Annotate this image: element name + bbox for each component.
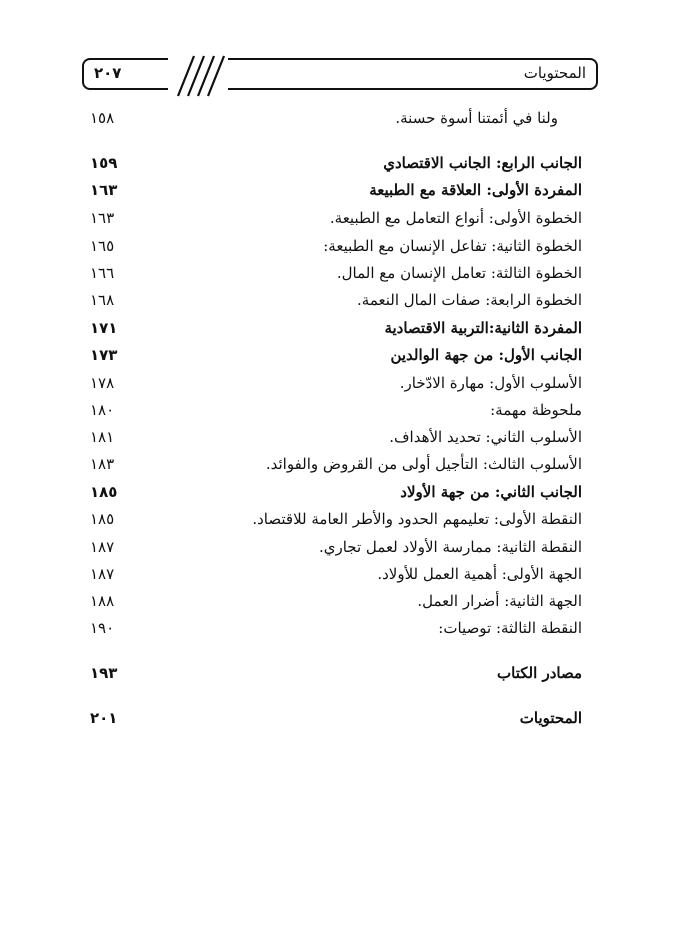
toc-entry[interactable] [90, 396, 582, 424]
toc-entry[interactable] [90, 259, 582, 287]
toc-page-number: ١٨٨ [90, 592, 115, 610]
toc-entry[interactable] [90, 450, 582, 478]
toc-entry-section[interactable] [90, 659, 582, 687]
toc-entry-label: الجهة الأولى: أهمية العمل للأولاد. [377, 565, 582, 583]
toc-entry[interactable] [90, 587, 582, 615]
toc-page-number: ١٨١ [90, 428, 115, 446]
toc-entry[interactable] [90, 232, 582, 260]
running-header [82, 58, 600, 92]
toc-page-number: ١٧٣ [90, 346, 118, 364]
toc-entry-label: الخطوة الأولى: أنواع التعامل مع الطبيعة. [329, 209, 582, 227]
toc-entry-label: النقطة الثانية: ممارسة الأولاد لعمل تجاري. [318, 538, 582, 556]
toc-entry-label: الجانب الرابع: الجانب الاقتصادي [383, 154, 582, 172]
header-page-number: ٢٠٧ [94, 64, 122, 82]
toc-entry-label: ولنا في أئمتنا أسوة حسنة. [395, 109, 558, 127]
toc-page-number: ١٥٩ [90, 154, 118, 172]
toc-page-number: ١٥٨ [90, 109, 115, 127]
toc-page-number: ٢٠١ [90, 709, 118, 727]
toc-page-number: ١٩٣ [90, 664, 118, 682]
toc-entry-label: الأسلوب الأول: مهارة الادّخار. [399, 374, 582, 392]
toc-page-number: ١٧٨ [90, 374, 115, 392]
toc-entry-label: الجانب الثاني: من جهة الأولاد [400, 483, 582, 501]
toc-entry[interactable] [90, 286, 582, 314]
toc-entry[interactable] [90, 614, 582, 642]
toc-entry-label: الأسلوب الثالث: التأجيل أولى من القروض والفوائد. [265, 455, 582, 473]
toc-entry-section[interactable] [90, 704, 582, 732]
toc-entry-subsection[interactable] [90, 314, 582, 342]
toc-page-number: ١٨٣ [90, 455, 115, 473]
toc-entry-label: الأسلوب الثاني: تحديد الأهداف. [389, 428, 582, 446]
toc-entry-subsection[interactable] [90, 341, 582, 369]
toc-page-number: ١٨٠ [90, 401, 115, 419]
toc-page-number: ١٨٥ [90, 483, 118, 501]
toc-entry[interactable] [90, 369, 582, 397]
toc-entry-label: الجهة الثانية: أضرار العمل. [417, 592, 582, 610]
header-title: المحتويات [523, 64, 586, 82]
toc-page-number: ١٦٥ [90, 237, 115, 255]
toc-entry-label: مصادر الكتاب [497, 664, 582, 682]
toc-entry-label: الخطوة الثالثة: تعامل الإنسان مع المال. [336, 264, 582, 282]
toc-entry-label: الخطوة الثانية: تفاعل الإنسان مع الطبيعة: [323, 237, 582, 255]
toc-page-number: ١٨٧ [90, 538, 115, 556]
toc-entry[interactable] [90, 560, 582, 588]
toc-entry-label: النقطة الأولى: تعليمهم الحدود والأطر العامة للاقتصاد. [252, 510, 582, 528]
toc-entry-subsection[interactable] [90, 478, 582, 506]
toc-entry[interactable] [90, 104, 582, 132]
toc-entry-label: الجانب الأول: من جهة الوالدين [390, 346, 582, 364]
toc-entry-label: المفردة الثانية:التربية الاقتصادية [384, 319, 582, 337]
toc-entry-label: المحتويات [519, 709, 582, 727]
toc-page-number: ١٦٣ [90, 209, 115, 227]
toc-entry[interactable] [90, 204, 582, 232]
toc-page-number: ١٦٣ [90, 181, 118, 199]
toc-page-number: ١٧١ [90, 319, 118, 337]
toc-page-number: ١٨٧ [90, 565, 115, 583]
toc-entry-label: ملحوظة مهمة: [490, 401, 582, 419]
toc-entry-label: المفردة الأولى: العلاقة مع الطبيعة [369, 181, 582, 199]
header-slashes-ornament [168, 52, 228, 98]
toc-page-number: ١٩٠ [90, 619, 115, 637]
toc-entry[interactable] [90, 533, 582, 561]
toc-page-number: ١٨٥ [90, 510, 115, 528]
toc-page-number: ١٦٨ [90, 291, 115, 309]
header-frame [82, 58, 598, 90]
toc-entry[interactable] [90, 423, 582, 451]
toc-entry[interactable] [90, 505, 582, 533]
toc-page-number: ١٦٦ [90, 264, 115, 282]
toc-entry-label: الخطوة الرابعة: صفات المال النعمة. [357, 291, 582, 309]
toc-entry-label: النقطة الثالثة: توصيات: [438, 619, 582, 637]
toc-entry-section[interactable] [90, 149, 582, 177]
toc-entry-subsection[interactable] [90, 176, 582, 204]
